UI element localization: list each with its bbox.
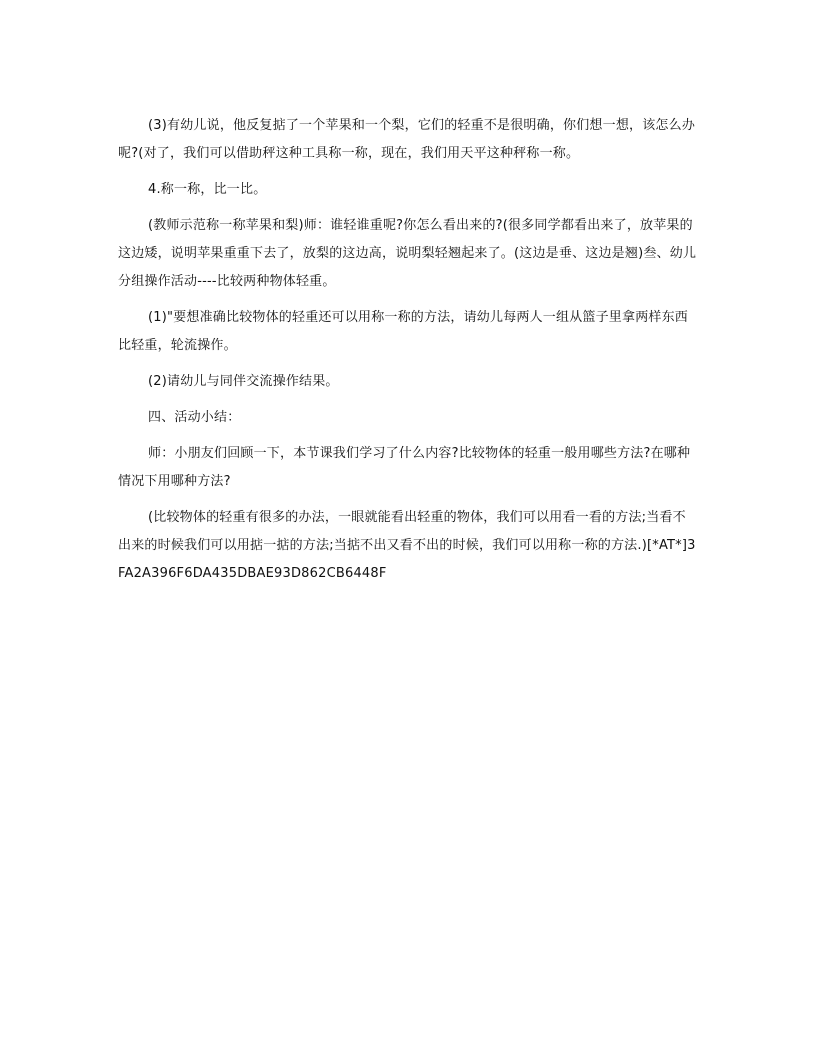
document-body xyxy=(118,112,698,596)
paragraph-group-activity-1: (1)"要想准确比较物体的轻重还可以用称一称的方法，请幼儿每两人一组从篮子里拿两样东西比轻重，轮流操作。 xyxy=(118,310,688,353)
paragraph-conclusion: (比较物体的轻重有很多的办法，一眼就能看出轻重的物体，我们可以用看一看的方法;当看不出来的时候我们可以用掂一掂的方法;当掂不出又看不出的时候，我们可以用称一称的方法.)[*AT*]3FA2A396F6DA435DBAE93D862CB6448F xyxy=(118,510,696,581)
paragraph-summary-heading: 四、活动小结： xyxy=(148,410,241,425)
paragraph-teacher-review: 师：小朋友们回顾一下，本节课我们学习了什么内容?比较物体的轻重一般用哪些方法?在哪种情况下用哪种方法? xyxy=(118,446,691,489)
paragraph-step-4-heading: 4.称一称，比一比。 xyxy=(148,182,267,197)
paragraph-teacher-demonstration: (教师示范称一称苹果和梨)师：谁轻谁重呢?你怎么看出来的?(很多同学都看出来了，放苹果的这边矮，说明苹果重重下去了，放梨的这边高，说明梨轻翘起来了。(这边是垂、这边是翘)叁、幼儿分组操作活动----比较两种物体轻重。 xyxy=(118,218,697,289)
paragraph-group-activity-2: (2)请幼儿与同伴交流操作结果。 xyxy=(148,374,339,389)
paragraph-step-3-weighing-tools: (3)有幼儿说，他反复掂了一个苹果和一个梨，它们的轻重不是很明确，你们想一想，该怎么办呢?(对了，我们可以借助秤这种工具称一称，现在，我们用天平这种秤称一称。 xyxy=(118,118,696,161)
